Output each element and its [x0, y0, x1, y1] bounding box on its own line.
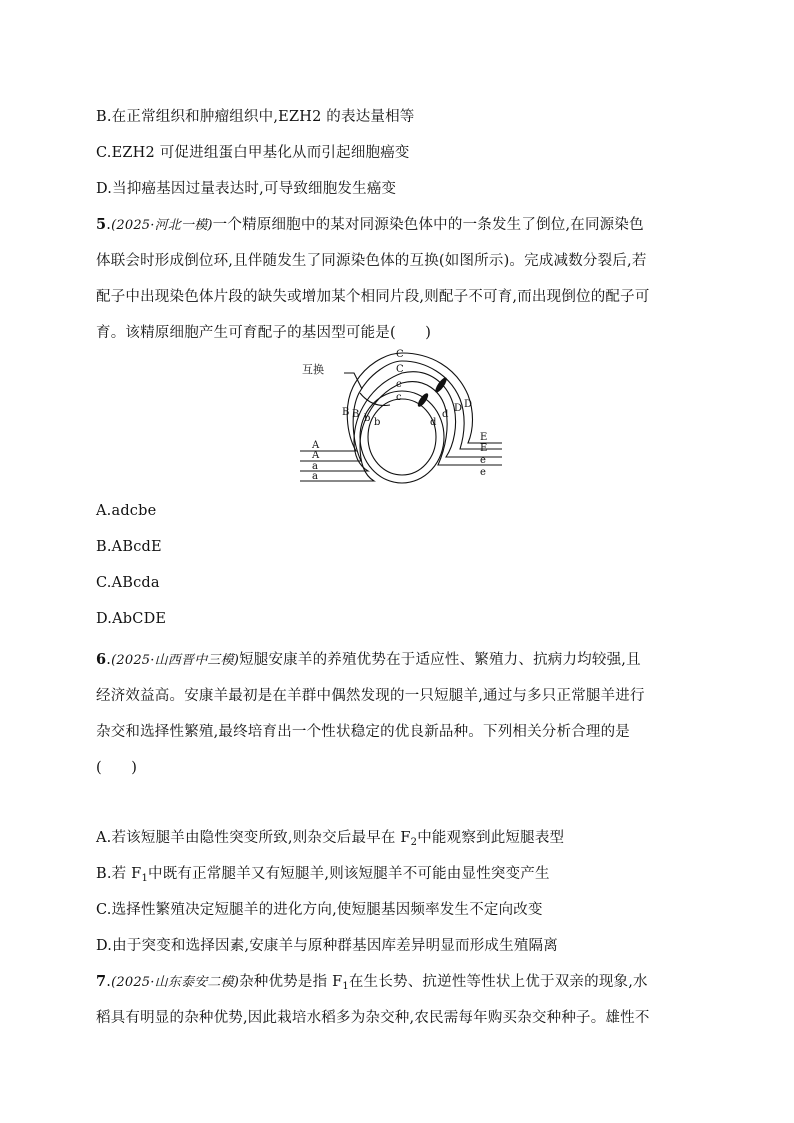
gene-e-1: e: [480, 455, 486, 466]
q5-option-d: D.AbCDE: [96, 611, 167, 627]
q5-stem-line3: 配子中出现染色体片段的缺失或增加某个相同片段,则配子不可育,而出现倒位的配子可: [96, 289, 650, 305]
gene-a-2: a: [312, 471, 318, 482]
q7-text1: 杂种优势是指 F: [239, 974, 343, 990]
q6-stem-line3: 杂交和选择性繁殖,最终培育出一个性状稳定的优良新品种。下列相关分析合理的是: [96, 724, 631, 740]
q7-stem-line2: 稻具有明显的杂种优势,因此栽培水稻多为杂交种,农民需每年购买杂交种种子。雄性不: [96, 1010, 650, 1026]
gene-b-inner: b: [374, 417, 381, 428]
gene-C-outer: C: [396, 349, 404, 360]
q7-subscript: 1: [342, 981, 349, 992]
q6-stem-line2: 经济效益高。安康羊最初是在羊群中偶然发现的一只短腿羊,通过与多只正常腿羊进行: [96, 688, 645, 704]
q6-text1: 短腿安康羊的养殖优势在于适应性、繁殖力、抗病力均较强,且: [239, 652, 641, 668]
q5-option-b: B.ABcdE: [96, 539, 162, 555]
inner-ring-2: [360, 391, 444, 483]
q5-stem-line1: 5.(2025·河北一模)一个精原细胞中的某对同源染色体中的一条发生了倒位,在同源染色: [96, 216, 644, 233]
q5-stem-line2: 体联会时形成倒位环,且伴随发生了同源染色体的互换(如图所示)。完成减数分裂后,若: [96, 253, 647, 269]
q6-stem-line4: ( ): [96, 760, 138, 776]
q7-text2: 在生长势、抗逆性等性状上优于双亲的现象,水: [348, 974, 648, 990]
q5-stem-line4: 育。该精原细胞产生可育配子的基因型可能是( ): [96, 325, 432, 341]
q6-option-a-subscript: 2: [410, 837, 418, 848]
q6-option-b: [96, 862, 550, 884]
gene-A-2: A: [312, 450, 320, 461]
q5-text1: 一个精原细胞中的某对同源染色体中的一条发生了倒位,在同源染色: [212, 217, 644, 233]
gene-C-inner: C: [396, 364, 404, 375]
gene-B-inner: B: [352, 409, 360, 420]
q5-option-a: A.adcbe: [96, 503, 157, 519]
q6-option-a-text1: A.若该短腿羊由隐性突变所致,则杂交后最早在 F: [96, 830, 411, 846]
q6-option-c: C.选择性繁殖决定短腿羊的进化方向,使短腿基因频率发生不定向改变: [96, 902, 543, 918]
gene-c-outer: c: [396, 379, 402, 390]
gene-d-inner: d: [430, 417, 437, 428]
inversion-loop-figure: [298, 345, 508, 495]
gene-A-1: A: [312, 440, 320, 451]
q6-option-b-text2: 中既有正常腿羊又有短腿羊,则该短腿羊不可能由显性突变产生: [148, 866, 550, 882]
q6-stem-line1: 6.(2025·山西晋中三模)短腿安康羊的养殖优势在于适应性、繁殖力、抗病力均较强,且: [96, 651, 641, 668]
q6-number: 6: [96, 651, 107, 668]
gene-b-outer: b: [364, 413, 371, 424]
q6-option-d: D.由于突变和选择因素,安康羊与原种群基因库差异明显而形成生殖隔离: [96, 938, 558, 954]
label-exchange: 互换: [302, 363, 324, 376]
q4-option-b: B.在正常组织和肿瘤组织中,EZH2 的表达量相等: [96, 109, 415, 125]
gene-d-outer: d: [442, 409, 449, 420]
gene-e-2: e: [480, 467, 486, 478]
q6-option-b-text1: B.若 F: [96, 866, 142, 882]
gene-E-2: E: [480, 443, 488, 454]
q6-option-a-text2: 中能观察到此短腿表型: [417, 830, 565, 846]
gene-D-inner: D: [454, 403, 463, 414]
inner-ring-1: [368, 399, 436, 475]
q6-option-a: [96, 826, 564, 848]
gene-D-outer: D: [464, 399, 473, 410]
gene-a-1: a: [312, 461, 318, 472]
q4-option-c: C.EZH2 可促进组蛋白甲基化从而引起细胞癌变: [96, 145, 410, 161]
q6-source: (2025·山西晋中三模): [111, 653, 240, 668]
q5-source: (2025·河北一模): [111, 218, 213, 233]
gene-E-1: E: [480, 432, 488, 443]
q4-option-d: D.当抑癌基因过量表达时,可导致细胞发生癌变: [96, 181, 397, 197]
gene-B-outer: B: [342, 407, 350, 418]
q7-number: 7: [96, 973, 107, 990]
q5-option-c: C.ABcda: [96, 575, 160, 591]
q7-stem-line1: 7.(2025·山东泰安二模)杂种优势是指 $F_1$在生长势、抗逆性等性状上优于双亲的现象,水: [96, 973, 648, 992]
q6-option-b-subscript: 1: [141, 873, 148, 884]
gene-c-inner: c: [396, 392, 402, 403]
q7-source: (2025·山东泰安二模): [111, 975, 240, 990]
q5-number: 5: [96, 216, 107, 233]
